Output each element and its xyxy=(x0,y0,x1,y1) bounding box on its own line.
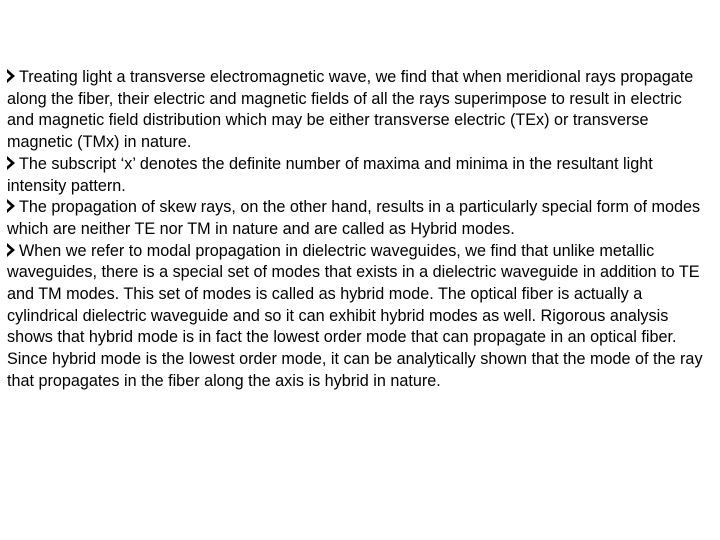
bullet-text: Treating light a transverse electromagnetic wave, we find that when meridional rays propagate along the fiber, their electric and magnetic fields of all the rays superimpose to result in electric and magnetic field distribution which may be either transverse electric (TEx) or transverse magnetic (TMx) in nature. xyxy=(7,68,694,152)
bullet-text: The propagation of skew rays, on the other hand, results in a particularly special form of modes which are neither TE nor TM in nature and are called as Hybrid modes. xyxy=(7,198,701,238)
bullet-item xyxy=(7,67,713,154)
bullet-item xyxy=(7,154,713,197)
arrow-bullet-icon xyxy=(7,156,15,170)
bullet-text: The subscript ‘x’ denotes the definite number of maxima and minima in the resultant light intensity pattern. xyxy=(7,154,653,195)
slide-body xyxy=(7,67,713,393)
bullet-item xyxy=(7,197,713,240)
bullet-text: When we refer to modal propagation in dielectric waveguides, we find that unlike metallic waveguides, there is a special set of modes that exists in a dielectric waveguide in addition to TE and TM modes. This set of modes is called as hybrid mode. The optical fiber is actually a cylindrical dielectric waveguide and so it can exhibit hybrid modes as well. Rigorous analysis shows that hybrid mode is in fact the lowest order mode that can propagate in an optical fiber. Since hybrid mode is the lowest order mode, it can be analytically shown that the mode of the ray that propagates in the fiber along the axis is hybrid in nature. xyxy=(7,241,703,390)
arrow-bullet-icon xyxy=(7,243,15,257)
arrow-bullet-icon xyxy=(7,69,15,83)
arrow-bullet-icon xyxy=(7,199,15,213)
bullet-item xyxy=(7,241,713,393)
